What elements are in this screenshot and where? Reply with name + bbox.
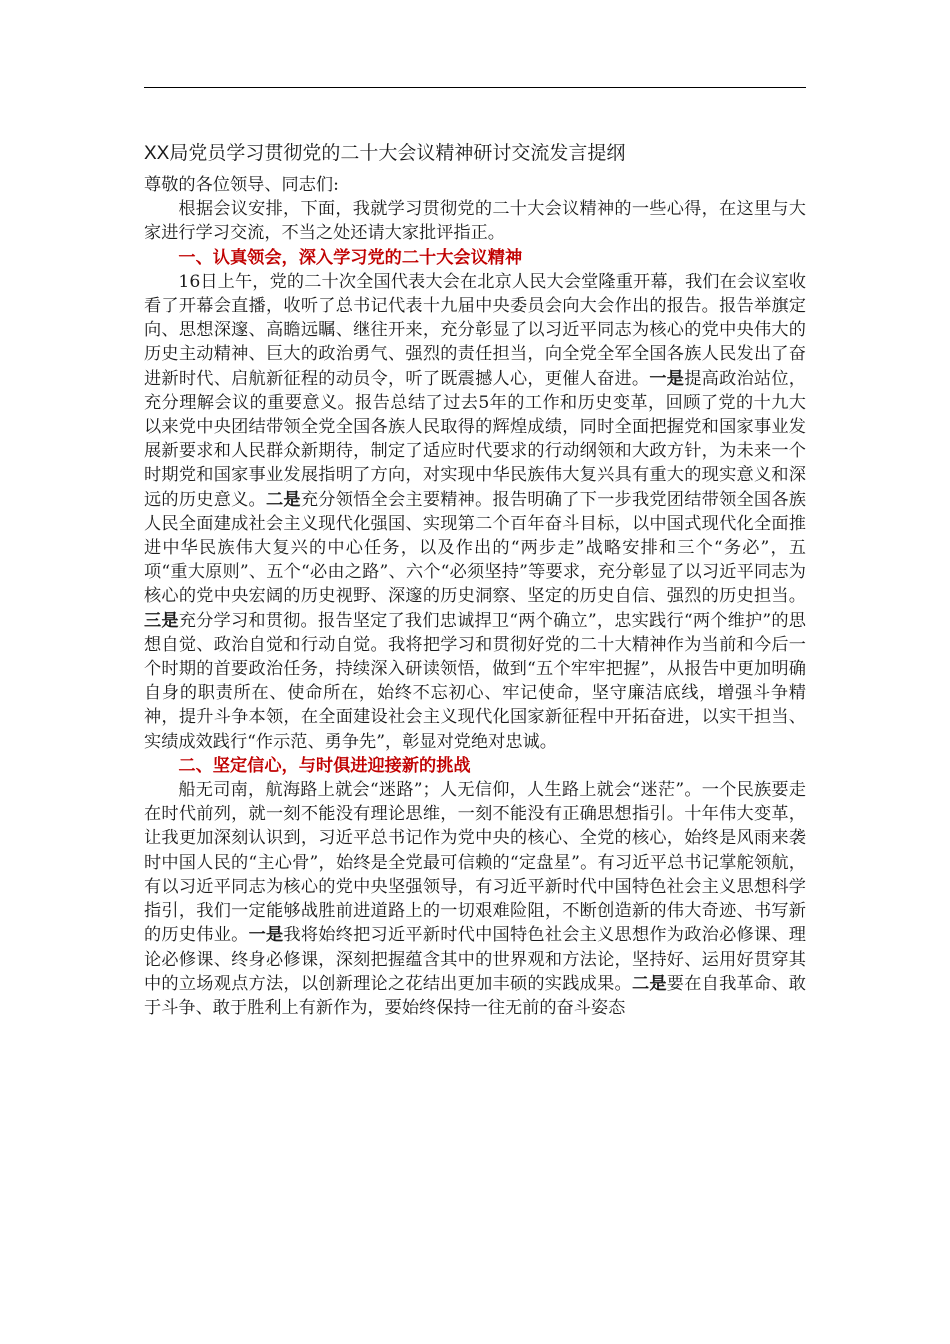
header-rule [144,87,806,88]
document-body [144,173,806,1020]
section-1-paragraph [144,270,806,754]
section-1-heading: 一、认真领会，深入学习党的二十大会议精神 [178,247,523,268]
section-2-text-2: 我将始终把习近平新时代中国特色社会主义思想作为政治必修课、理论必修课、终身必修课，深刻把握蕴含其中的世界观和方法论，坚持好、运用好贯穿其中的立场观点方法，以创新理论之花结出更加丰硕的实践成果。 [144,925,806,994]
marker-er-shi: 二是 [265,489,301,510]
section-2-text-3: 要在自我革命、敢于斗争、敢于胜利上有新作为，要始终保持一往无前的奋斗姿态 [144,973,806,1018]
section-1-text-4: 充分学习和贯彻。报告坚定了我们忠诚捍卫“两个确立”，忠实践行“两个维护”的思想自觉、政治自觉和行动自觉。我将把学习和贯彻好党的二十大精神作为当前和今后一个时期的首要政治任务，持续深入研读领悟，做到“五个牢牢把握”，从报告中更加明确自身的职责所在、使命所在，始终不忘初心、牢记使命，坚守廉洁底线，增强斗争精神，提升斗争本领，在全面建设社会主义现代化国家新征程中开拓奋进，以实干担当、实绩成效践行“作示范、勇争先”，彰显对党绝对忠诚。 [144,610,806,752]
marker-san-shi: 三是 [144,610,179,631]
document-title: XX局党员学习贯彻党的二十大会议精神研讨交流发言提纲 [144,143,626,164]
salutation: 尊敬的各位领导、同志们: [144,175,339,195]
section-1-text-3: 充分领悟全会主要精神。报告明确了下一步我党团结带领全国各族人民全面建成社会主义现代化强国、实现第二个百年奋斗目标，以中国式现代化全面推进中华民族伟大复兴的中心任务，以及作出的“两步走”战略安排和三个“务必”，五项“重大原则”、五个“必由之路”、六个“必须坚持”等要求，充分彰显了以习近平同志为核心的党中央宏阔的历史视野、深邃的历史洞察、坚定的历史自信、强烈的历史担当。 [144,489,806,607]
section-1-text-2: 提高政治站位，充分理解会议的重要意义。报告总结了过去5年的工作和历史变革，回顾了党的十九大以来党中央团结带领全党全国各族人民取得的辉煌成绩，同时全面把握党和国家事业发展新要求和人民群众新期待，制定了适应时代要求的行动纲领和大政方针，为未来一个时期党和国家事业发展指明了方向，对实现中华民族伟大复兴具有重大的现实意义和深远的历史意义。 [144,368,806,510]
section-2-paragraph [144,778,806,1020]
section-2-heading: 二、坚定信心，与时俱进迎接新的挑战 [178,755,471,776]
section-1-text-1: 16日上午，党的二十次全国代表大会在北京人民大会堂隆重开幕，我们在会议室收看了开幕会直播，收听了总书记代表十九届中央委员会向大会作出的报告。报告举旗定向、思想深邃、高瞻远瞩、继往开来，充分彰显了以习近平同志为核心的党中央伟大的历史主动精神、巨大的政治勇气、强烈的责任担当，向全党全军全国各族人民发出了奋进新时代、启航新征程的动员令，听了既震撼人心，更催人奋进。 [144,271,806,389]
section-2-text-1: 船无司南，航海路上就会“迷路”；人无信仰，人生路上就会“迷茫”。一个民族要走在时代前列，就一刻不能没有理论思维，一刻不能没有正确思想指引。十年伟大变革，让我更加深刻认识到，习近平总书记作为党中央的核心、全党的核心，始终是风雨来袭时中国人民的“主心骨”，始终是全党最可信赖的“定盘星”。有习近平总书记掌舵领航，有以习近平同志为核心的党中央坚强领导，有习近平新时代中国特色社会主义思想科学指引，我们一定能够战胜前进道路上的一切艰难险阻，不断创造新的伟大奇迹、书写新的历史伟业。 [144,780,806,946]
marker-yi-shi-2: 一是 [248,925,284,946]
intro-paragraph: 根据会议安排，下面，我就学习贯彻党的二十大会议精神的一些心得，在这里与大家进行学习交流，不当之处还请大家批评指正。 [144,199,806,244]
marker-yi-shi: 一是 [649,368,685,389]
marker-er-shi-2: 二是 [631,973,667,994]
